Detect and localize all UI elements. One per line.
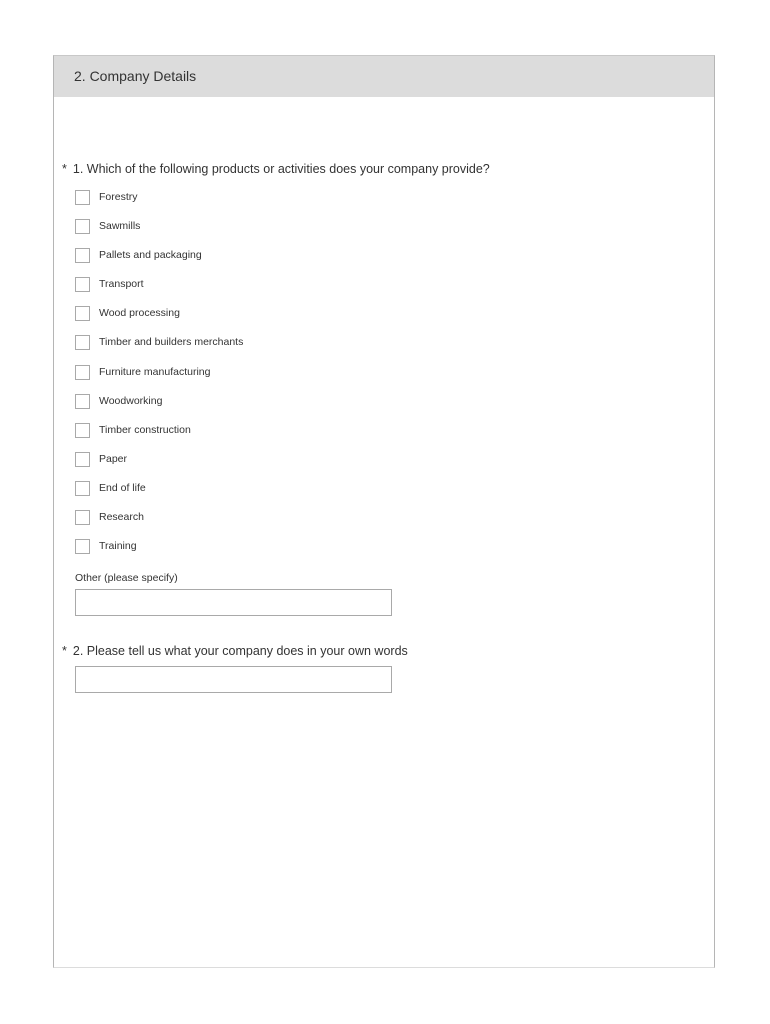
option-timber-construction[interactable] — [75, 423, 475, 452]
survey-page — [53, 55, 715, 968]
option-woodworking[interactable] — [75, 394, 475, 423]
option-end-of-life[interactable] — [75, 481, 475, 510]
question-1-text: 1. Which of the following products or activities does your company provide? — [72, 162, 490, 176]
option-transport[interactable] — [75, 277, 475, 306]
option-training[interactable] — [75, 539, 475, 568]
checkbox[interactable] — [75, 452, 90, 467]
company-description-input[interactable] — [75, 666, 392, 693]
option-label: End of life — [99, 481, 146, 494]
option-forestry[interactable] — [75, 190, 475, 219]
option-label: Training — [99, 540, 137, 553]
other-input[interactable] — [75, 589, 392, 616]
checkbox[interactable] — [75, 365, 90, 380]
checkbox[interactable] — [75, 510, 90, 525]
option-label: Timber and builders merchants — [99, 336, 244, 349]
option-label: Pallets and packaging — [99, 249, 202, 262]
question-2-text: 2. Please tell us what your company does in your own words — [72, 644, 408, 658]
option-label: Timber construction — [99, 423, 191, 436]
option-wood-processing[interactable] — [75, 306, 475, 335]
option-paper[interactable] — [75, 452, 475, 481]
option-label: Woodworking — [99, 394, 163, 407]
option-label: Sawmills — [99, 220, 141, 233]
required-marker: * — [62, 644, 67, 658]
checkbox[interactable] — [75, 277, 90, 292]
option-label: Research — [99, 511, 144, 524]
required-marker: * — [62, 162, 67, 176]
option-pallets-and-packaging[interactable] — [75, 248, 475, 277]
option-label: Furniture manufacturing — [99, 365, 211, 378]
option-timber-and-builders-merchants[interactable] — [75, 335, 475, 364]
section-title: 2. Company Details — [74, 68, 197, 84]
option-research[interactable] — [75, 510, 475, 539]
option-label: Transport — [99, 278, 144, 291]
checkbox[interactable] — [75, 335, 90, 350]
checkbox[interactable] — [75, 190, 90, 205]
section-header — [54, 56, 714, 97]
checkbox[interactable] — [75, 394, 90, 409]
question-1-options — [75, 190, 475, 568]
checkbox[interactable] — [75, 481, 90, 496]
option-label: Wood processing — [99, 307, 180, 320]
checkbox[interactable] — [75, 219, 90, 234]
option-sawmills[interactable] — [75, 219, 475, 248]
option-furniture-manufacturing[interactable] — [75, 365, 475, 394]
question-1 — [62, 162, 490, 176]
checkbox[interactable] — [75, 306, 90, 321]
checkbox[interactable] — [75, 423, 90, 438]
option-label: Forestry — [99, 191, 138, 203]
option-label: Paper — [99, 452, 128, 465]
checkbox[interactable] — [75, 248, 90, 263]
other-label: Other (please specify) — [75, 572, 178, 584]
checkbox[interactable] — [75, 539, 90, 554]
question-2 — [62, 644, 408, 658]
